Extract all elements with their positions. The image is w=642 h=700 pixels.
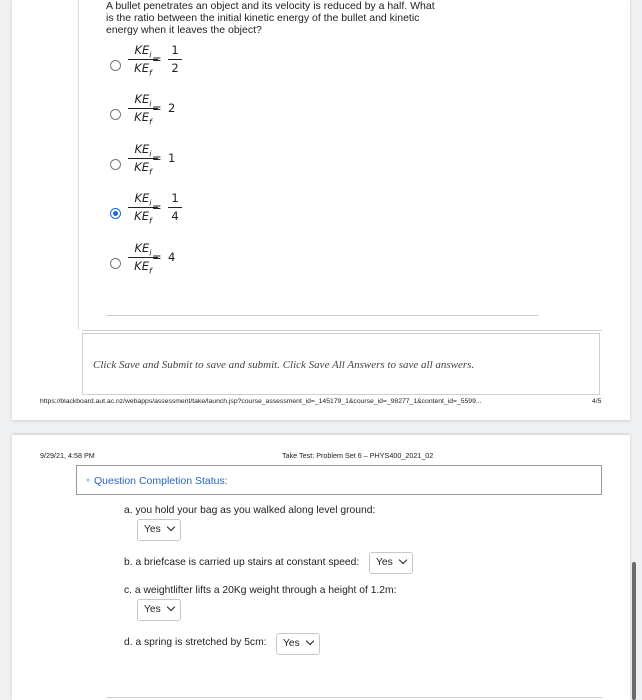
chevron-down-icon[interactable]: » [86, 477, 90, 484]
answer-select-b[interactable]: Yes [369, 552, 413, 574]
question-divider [106, 315, 538, 316]
page-url: https://blackboard.aut.ac.nz/webapps/assessment/take/launch.jsp?course_assessment_id=_145179_1&course_id=_98277_1&content_id=_5599... [40, 398, 482, 405]
sub-question-c: c. a weightlifter lifts a 20Kg weight through a height of 1.2m: [124, 585, 397, 596]
rhs-fraction: 1 2 [168, 43, 182, 76]
radio-button[interactable] [110, 258, 121, 269]
completion-status-label[interactable]: Question Completion Status: [94, 475, 228, 487]
printed-page-5 [12, 435, 630, 700]
answer-choice-3[interactable]: $KE_i$ $KE_f$ = 1 [110, 142, 230, 182]
chevron-down-icon [167, 523, 175, 531]
sub-question-d: d. a spring is stretched by 5cm: [124, 637, 267, 648]
print-title: Take Test: Problem Set 6 – PHYS400_2021_02 [282, 451, 434, 460]
left-border-line [78, 0, 79, 330]
answer-choice-1[interactable]: $KE_i$ $KE_f$ = 1 2 [110, 43, 230, 83]
radio-button[interactable] [110, 159, 121, 170]
sub-question-b: b. a briefcase is carried up stairs at constant speed: [124, 557, 360, 568]
answer-select-a[interactable]: Yes [137, 519, 181, 541]
save-instructions-box [82, 333, 600, 395]
chevron-down-icon [167, 603, 175, 611]
scrollbar[interactable] [632, 562, 636, 700]
radio-button[interactable] [110, 60, 121, 71]
printed-page-4 [12, 0, 630, 420]
answer-select-d[interactable]: Yes [276, 633, 320, 655]
answer-choice-4[interactable]: $KE_i$ $KE_f$ = 1 4 [110, 191, 230, 231]
page-number: 4/5 [592, 398, 602, 405]
rhs-value: 1 [168, 151, 176, 165]
section-divider [82, 330, 602, 331]
ke-ratio: $KE_i$ $KE_f$ [128, 142, 158, 175]
rhs-value: 2 [168, 101, 176, 115]
print-date: 9/29/21, 4:58 PM [40, 451, 95, 460]
ke-ratio: $KE_i$ $KE_f$ [128, 92, 158, 125]
bottom-divider [106, 697, 602, 698]
ke-ratio: $KE_i$ $KE_f$ [128, 43, 158, 76]
chevron-down-icon [306, 637, 314, 645]
save-instructions-text: Click Save and Submit to save and submit. Click Save All Answers to save all answers. [93, 359, 475, 371]
question-text: A bullet penetrates an object and its velocity is reduced by a half. What is the ratio between the initial kinetic energy of the bullet and kinetic energy when it leaves the object? [106, 0, 435, 36]
ke-ratio: $KE_i$ $KE_f$ [128, 191, 158, 224]
rhs-fraction: 1 4 [168, 191, 182, 224]
question-completion-status[interactable] [76, 465, 602, 495]
rhs-value: 4 [168, 250, 176, 264]
answer-choice-5[interactable]: $KE_i$ $KE_f$ = 4 [110, 241, 230, 281]
radio-button-selected[interactable] [110, 208, 121, 219]
chevron-down-icon [399, 556, 407, 564]
radio-button[interactable] [110, 109, 121, 120]
answer-select-c[interactable]: Yes [137, 599, 181, 621]
answer-choice-2[interactable]: $KE_i$ $KE_f$ = 2 [110, 92, 230, 132]
ke-ratio: $KE_i$ $KE_f$ [128, 241, 158, 274]
sub-question-a: a. you hold your bag as you walked along level ground: [124, 505, 376, 516]
